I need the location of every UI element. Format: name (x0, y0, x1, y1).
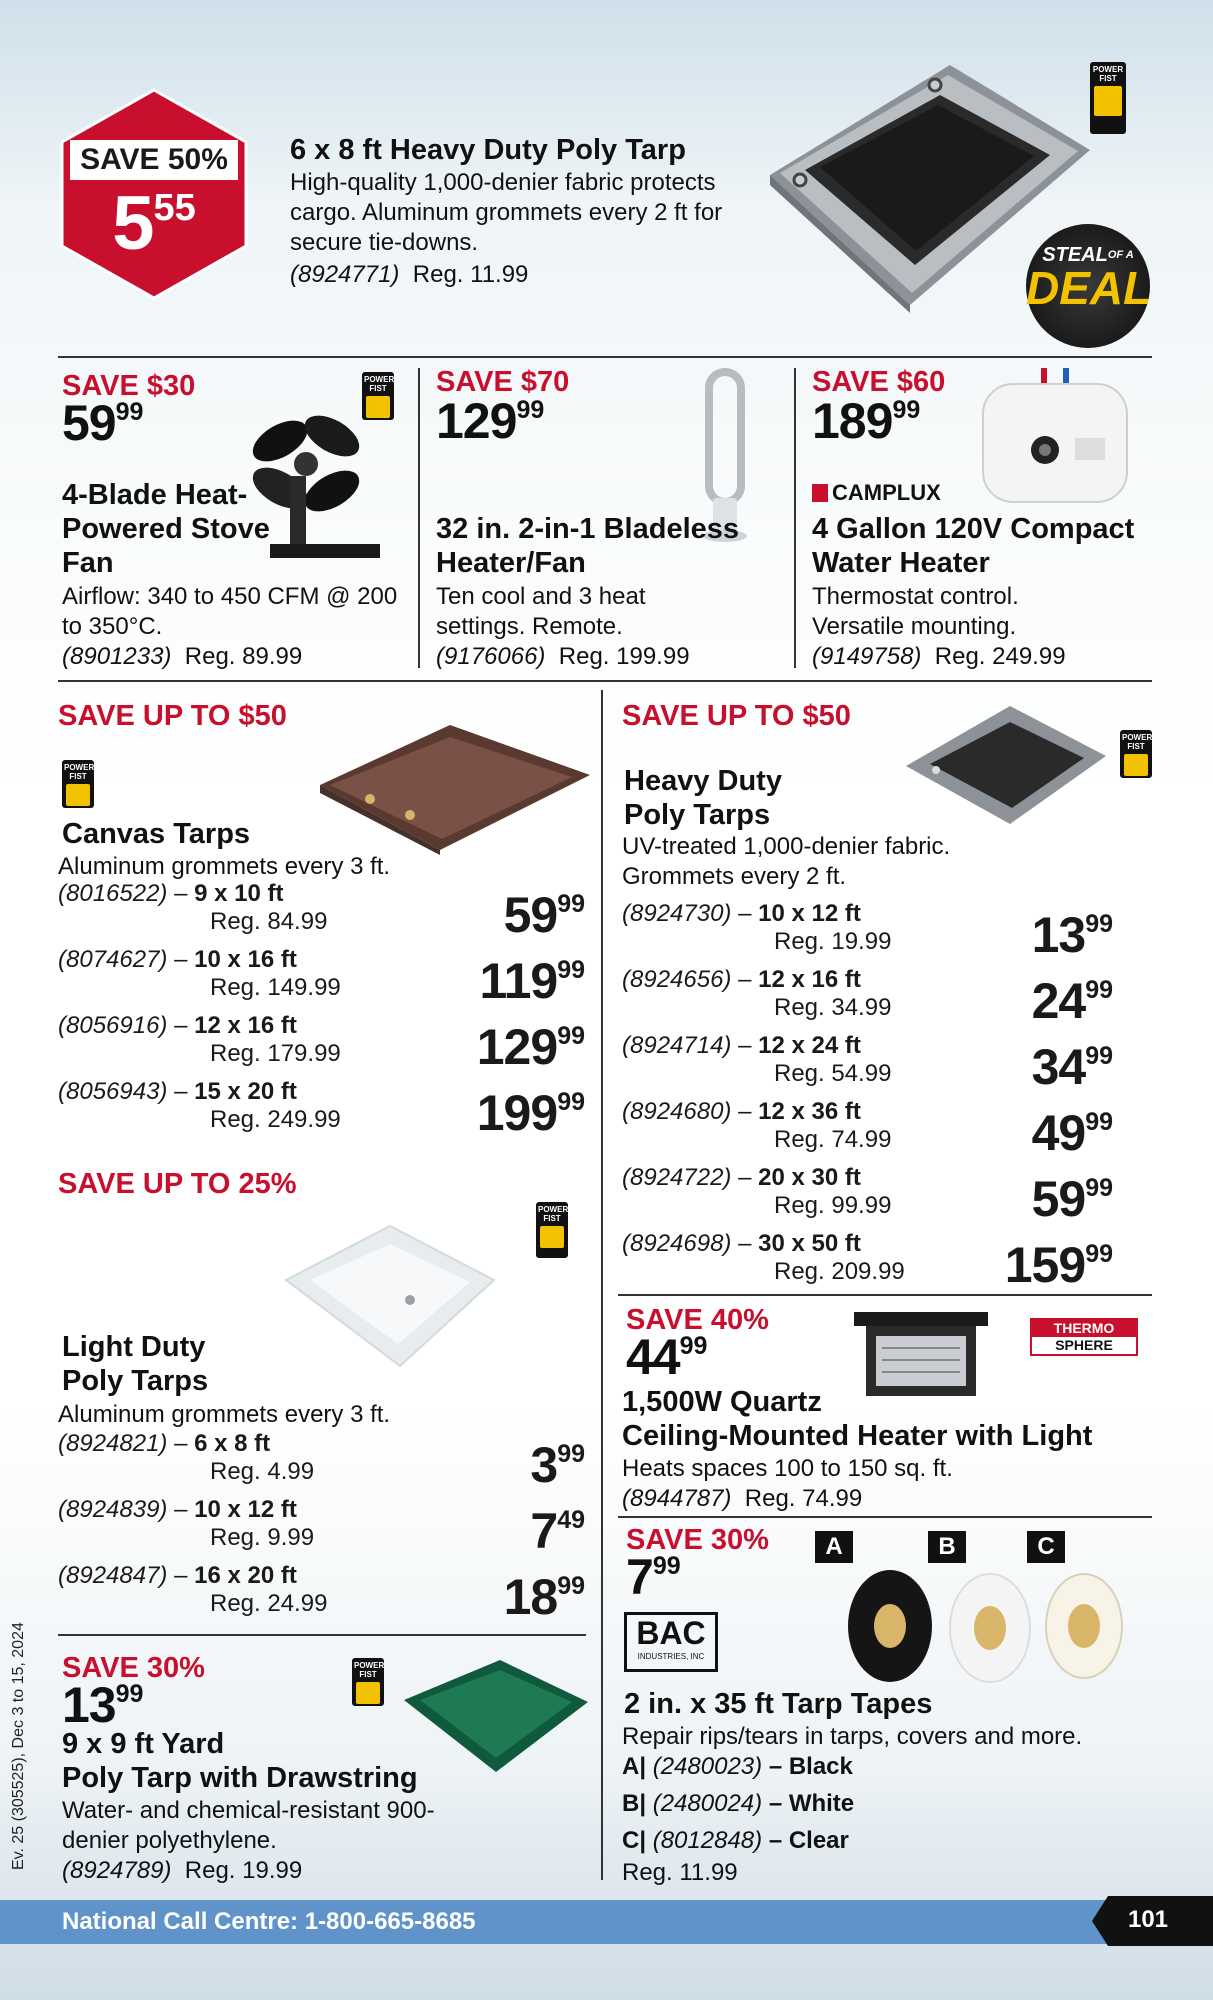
yard-tarp-title-2: Poly Tarp with Drawstring (62, 1762, 418, 1794)
canvas-row: (8056943) – 15 x 20 ft Reg. 249.99 (58, 1078, 341, 1133)
bladeless-sku-reg: (9176066) Reg. 199.99 (436, 643, 690, 670)
yard-tarp-image (400, 1656, 590, 1776)
canvas-price: $119^{99}$ (479, 953, 585, 1009)
divider (794, 368, 796, 668)
water-heater-title: 4 Gallon 120V Compact Water Heater (812, 513, 1135, 579)
heavy-duty-tarp-image (900, 700, 1110, 830)
canvas-tarp-image (310, 715, 590, 855)
variant-label-b: B (928, 1531, 966, 1563)
light-duty-price: $18^{99}$ (503, 1569, 585, 1625)
heavy-duty-price: $13^{99}$ (1031, 907, 1113, 963)
heavy-duty-row: (8924656) – 12 x 16 ft Reg. 34.99 (622, 966, 892, 1021)
heavy-duty-row: (8924714) – 12 x 24 ft Reg. 54.99 (622, 1032, 892, 1087)
tape-reg: Reg. 11.99 (622, 1859, 738, 1886)
fist-icon (66, 784, 90, 806)
camplux-icon (812, 484, 828, 502)
power-fist-text: POWER (64, 763, 95, 772)
divider (58, 356, 1152, 358)
camplux-text: CAMPLUX (832, 480, 941, 505)
heavy-duty-row: (8924722) – 20 x 30 ft Reg. 99.99 (622, 1164, 892, 1219)
power-fist-logo (352, 1658, 384, 1706)
divider (618, 1516, 1152, 1518)
badge-deal-text: DEAL (1026, 262, 1152, 314)
canvas-title: Canvas Tarps (62, 818, 251, 850)
quartz-save: SAVE 40% (626, 1304, 769, 1336)
tape-save: SAVE 30% (626, 1524, 769, 1556)
yard-tarp-price: $13^{99}$ (62, 1677, 144, 1733)
light-duty-price: $7^{49}$ (530, 1503, 585, 1559)
bac-logo (624, 1612, 718, 1672)
fist-icon (356, 1682, 380, 1704)
divider (601, 690, 603, 1880)
heavy-duty-row: (8924730) – 10 x 12 ft Reg. 19.99 (622, 900, 892, 955)
tape-variant-a: A| (2480023) – Black (622, 1753, 853, 1780)
stove-fan-price: $59^{99}$ (62, 395, 144, 451)
variant-label-a: A (815, 1531, 853, 1563)
light-duty-price: $3^{99}$ (530, 1437, 585, 1493)
heavy-duty-price: $159^{99}$ (1004, 1237, 1113, 1293)
power-fist-logo (62, 760, 94, 808)
canvas-desc: Aluminum grommets every 3 ft. (58, 853, 391, 880)
canvas-row: (8074627) – 10 x 16 ft Reg. 149.99 (58, 946, 341, 1001)
bladeless-save: SAVE $70 (436, 366, 570, 398)
power-fist-logo (536, 1202, 568, 1258)
camplux-logo (812, 480, 941, 506)
bac-subtext: INDUSTRIES, INC (637, 1652, 705, 1661)
badge-ofa-text: OF A (1107, 249, 1134, 261)
hero-desc: High-quality 1,000-denier fabric protects cargo. Aluminum grommets every 2 ft for secure tie-downs. (290, 169, 723, 256)
quartz-title-1: 1,500W Quartz (622, 1386, 822, 1418)
heavy-duty-title: Heavy Duty Poly Tarps (624, 765, 782, 831)
quartz-sku-reg: (8944787) Reg. 74.99 (622, 1485, 863, 1512)
light-duty-tarp-image (280, 1220, 500, 1370)
water-heater-image (975, 368, 1135, 508)
light-duty-save: SAVE UP TO 25% (58, 1168, 297, 1200)
power-fist-logo (1120, 730, 1152, 778)
stove-fan-save: SAVE $30 (62, 370, 196, 402)
power-fist-text: POWER (1092, 65, 1124, 74)
tape-variant-c: C| (8012848) – Clear (622, 1827, 849, 1854)
edition-text: Ev. 25 (305525), Dec 3 to 15, 2024 (10, 1622, 27, 1870)
power-fist-text: POWER (538, 1205, 569, 1214)
light-duty-title: Light Duty Poly Tarps (62, 1331, 209, 1397)
yard-tarp-desc: Water- and chemical-resistant 900-denier polyethylene. (62, 1797, 435, 1854)
fist-icon (540, 1226, 564, 1248)
hero-save-label: SAVE 50% (80, 143, 228, 176)
divider (618, 1294, 1152, 1296)
yard-tarp-title-1: 9 x 9 ft Yard (62, 1728, 225, 1760)
steal-deal-badge (1026, 224, 1150, 348)
water-heater-save: SAVE $60 (812, 366, 946, 398)
heavy-duty-row: (8924680) – 12 x 36 ft Reg. 74.99 (622, 1098, 892, 1153)
thermosphere-logo (1030, 1318, 1138, 1356)
light-duty-row: (8924847) – 16 x 20 ft Reg. 24.99 (58, 1562, 328, 1617)
heavy-duty-desc: UV-treated 1,000-denier fabric. Grommets every 2 ft. (622, 833, 951, 890)
water-heater-desc: Thermostat control. Versatile mounting. (812, 583, 1019, 640)
canvas-price: $129^{99}$ (476, 1019, 585, 1075)
power-fist-logo (1090, 62, 1126, 134)
page-number: 101 (1127, 1906, 1169, 1933)
power-fist-text: FIST (1099, 74, 1117, 83)
stove-fan-desc: Airflow: 340 to 450 CFM @ 200 to 350°C. (62, 583, 398, 640)
tape-title: 2 in. x 35 ft Tarp Tapes (624, 1688, 933, 1720)
fist-icon (1124, 754, 1148, 776)
heavy-duty-save: SAVE UP TO $50 (622, 700, 851, 732)
power-fist-text: POWER (364, 375, 395, 384)
heavy-duty-price: $49^{99}$ (1031, 1105, 1113, 1161)
sphere-text: SPHERE (1055, 1337, 1113, 1353)
quartz-heater-image (846, 1308, 996, 1404)
divider (418, 368, 420, 668)
power-fist-text: POWER (1122, 733, 1153, 742)
hero-price: $5^{55}$ (112, 181, 196, 266)
light-duty-row: (8924821) – 6 x 8 ft Reg. 4.99 (58, 1430, 315, 1485)
stove-fan-title: 4-Blade Heat-Powered Stove Fan (62, 479, 270, 579)
water-heater-price: $189^{99}$ (812, 393, 921, 449)
canvas-row: (8056916) – 12 x 16 ft Reg. 179.99 (58, 1012, 341, 1067)
canvas-row: (8016522) – 9 x 10 ft Reg. 84.99 (58, 880, 328, 935)
water-heater-sku-reg: (9149758) Reg. 249.99 (812, 643, 1066, 670)
heavy-duty-row: (8924698) – 30 x 50 ft Reg. 209.99 (622, 1230, 905, 1285)
quartz-desc: Heats spaces 100 to 150 sq. ft. (622, 1455, 953, 1482)
bladeless-price: $129^{99}$ (436, 393, 545, 449)
variant-label-c: C (1027, 1531, 1065, 1563)
light-duty-desc: Aluminum grommets every 3 ft. (58, 1401, 391, 1428)
bladeless-desc: Ten cool and 3 heat settings. Remote. (436, 583, 646, 640)
heavy-duty-price: $59^{99}$ (1031, 1171, 1113, 1227)
yard-tarp-save: SAVE 30% (62, 1652, 205, 1684)
canvas-price: $59^{99}$ (503, 887, 585, 943)
bladeless-title: 32 in. 2-in-1 Bladeless Heater/Fan (436, 513, 740, 579)
thermo-text: THERMO (1032, 1320, 1136, 1337)
power-fist-text: FIST (359, 1670, 377, 1679)
bac-text: BAC (636, 1615, 706, 1651)
call-centre-text: National Call Centre: 1-800-665-8685 (62, 1908, 476, 1935)
power-fist-text: POWER (354, 1661, 385, 1670)
divider (58, 680, 1152, 682)
power-fist-text: FIST (1127, 742, 1145, 751)
stove-fan-sku-reg: (8901233) Reg. 89.99 (62, 643, 303, 670)
fist-icon (1094, 86, 1122, 116)
power-fist-text: FIST (543, 1214, 561, 1223)
power-fist-text: FIST (69, 772, 87, 781)
tape-price: $7^{99}$ (626, 1549, 681, 1605)
light-duty-row: (8924839) – 10 x 12 ft Reg. 9.99 (58, 1496, 315, 1551)
divider (58, 1634, 586, 1636)
power-fist-text: FIST (369, 384, 387, 393)
hero-title: 6 x 8 ft Heavy Duty Poly Tarp (290, 134, 686, 166)
hero-sku-reg: (8924771) Reg. 11.99 (290, 261, 529, 288)
heavy-duty-price: $34^{99}$ (1031, 1039, 1113, 1095)
canvas-price: $199^{99}$ (476, 1085, 585, 1141)
tape-variant-b: B| (2480024) – White (622, 1790, 855, 1817)
tape-rolls-image (840, 1566, 1130, 1686)
badge-steal-text: STEAL (1042, 244, 1108, 266)
heavy-duty-price: $24^{99}$ (1031, 973, 1113, 1029)
yard-tarp-sku-reg: (8924789) Reg. 19.99 (62, 1857, 303, 1884)
hero-price-badge (58, 88, 250, 300)
canvas-save: SAVE UP TO $50 (58, 700, 287, 732)
quartz-title-2: Ceiling-Mounted Heater with Light (622, 1420, 1093, 1452)
quartz-price: $44^{99}$ (626, 1329, 708, 1385)
tape-desc: Repair rips/tears in tarps, covers and more. (622, 1723, 1083, 1750)
